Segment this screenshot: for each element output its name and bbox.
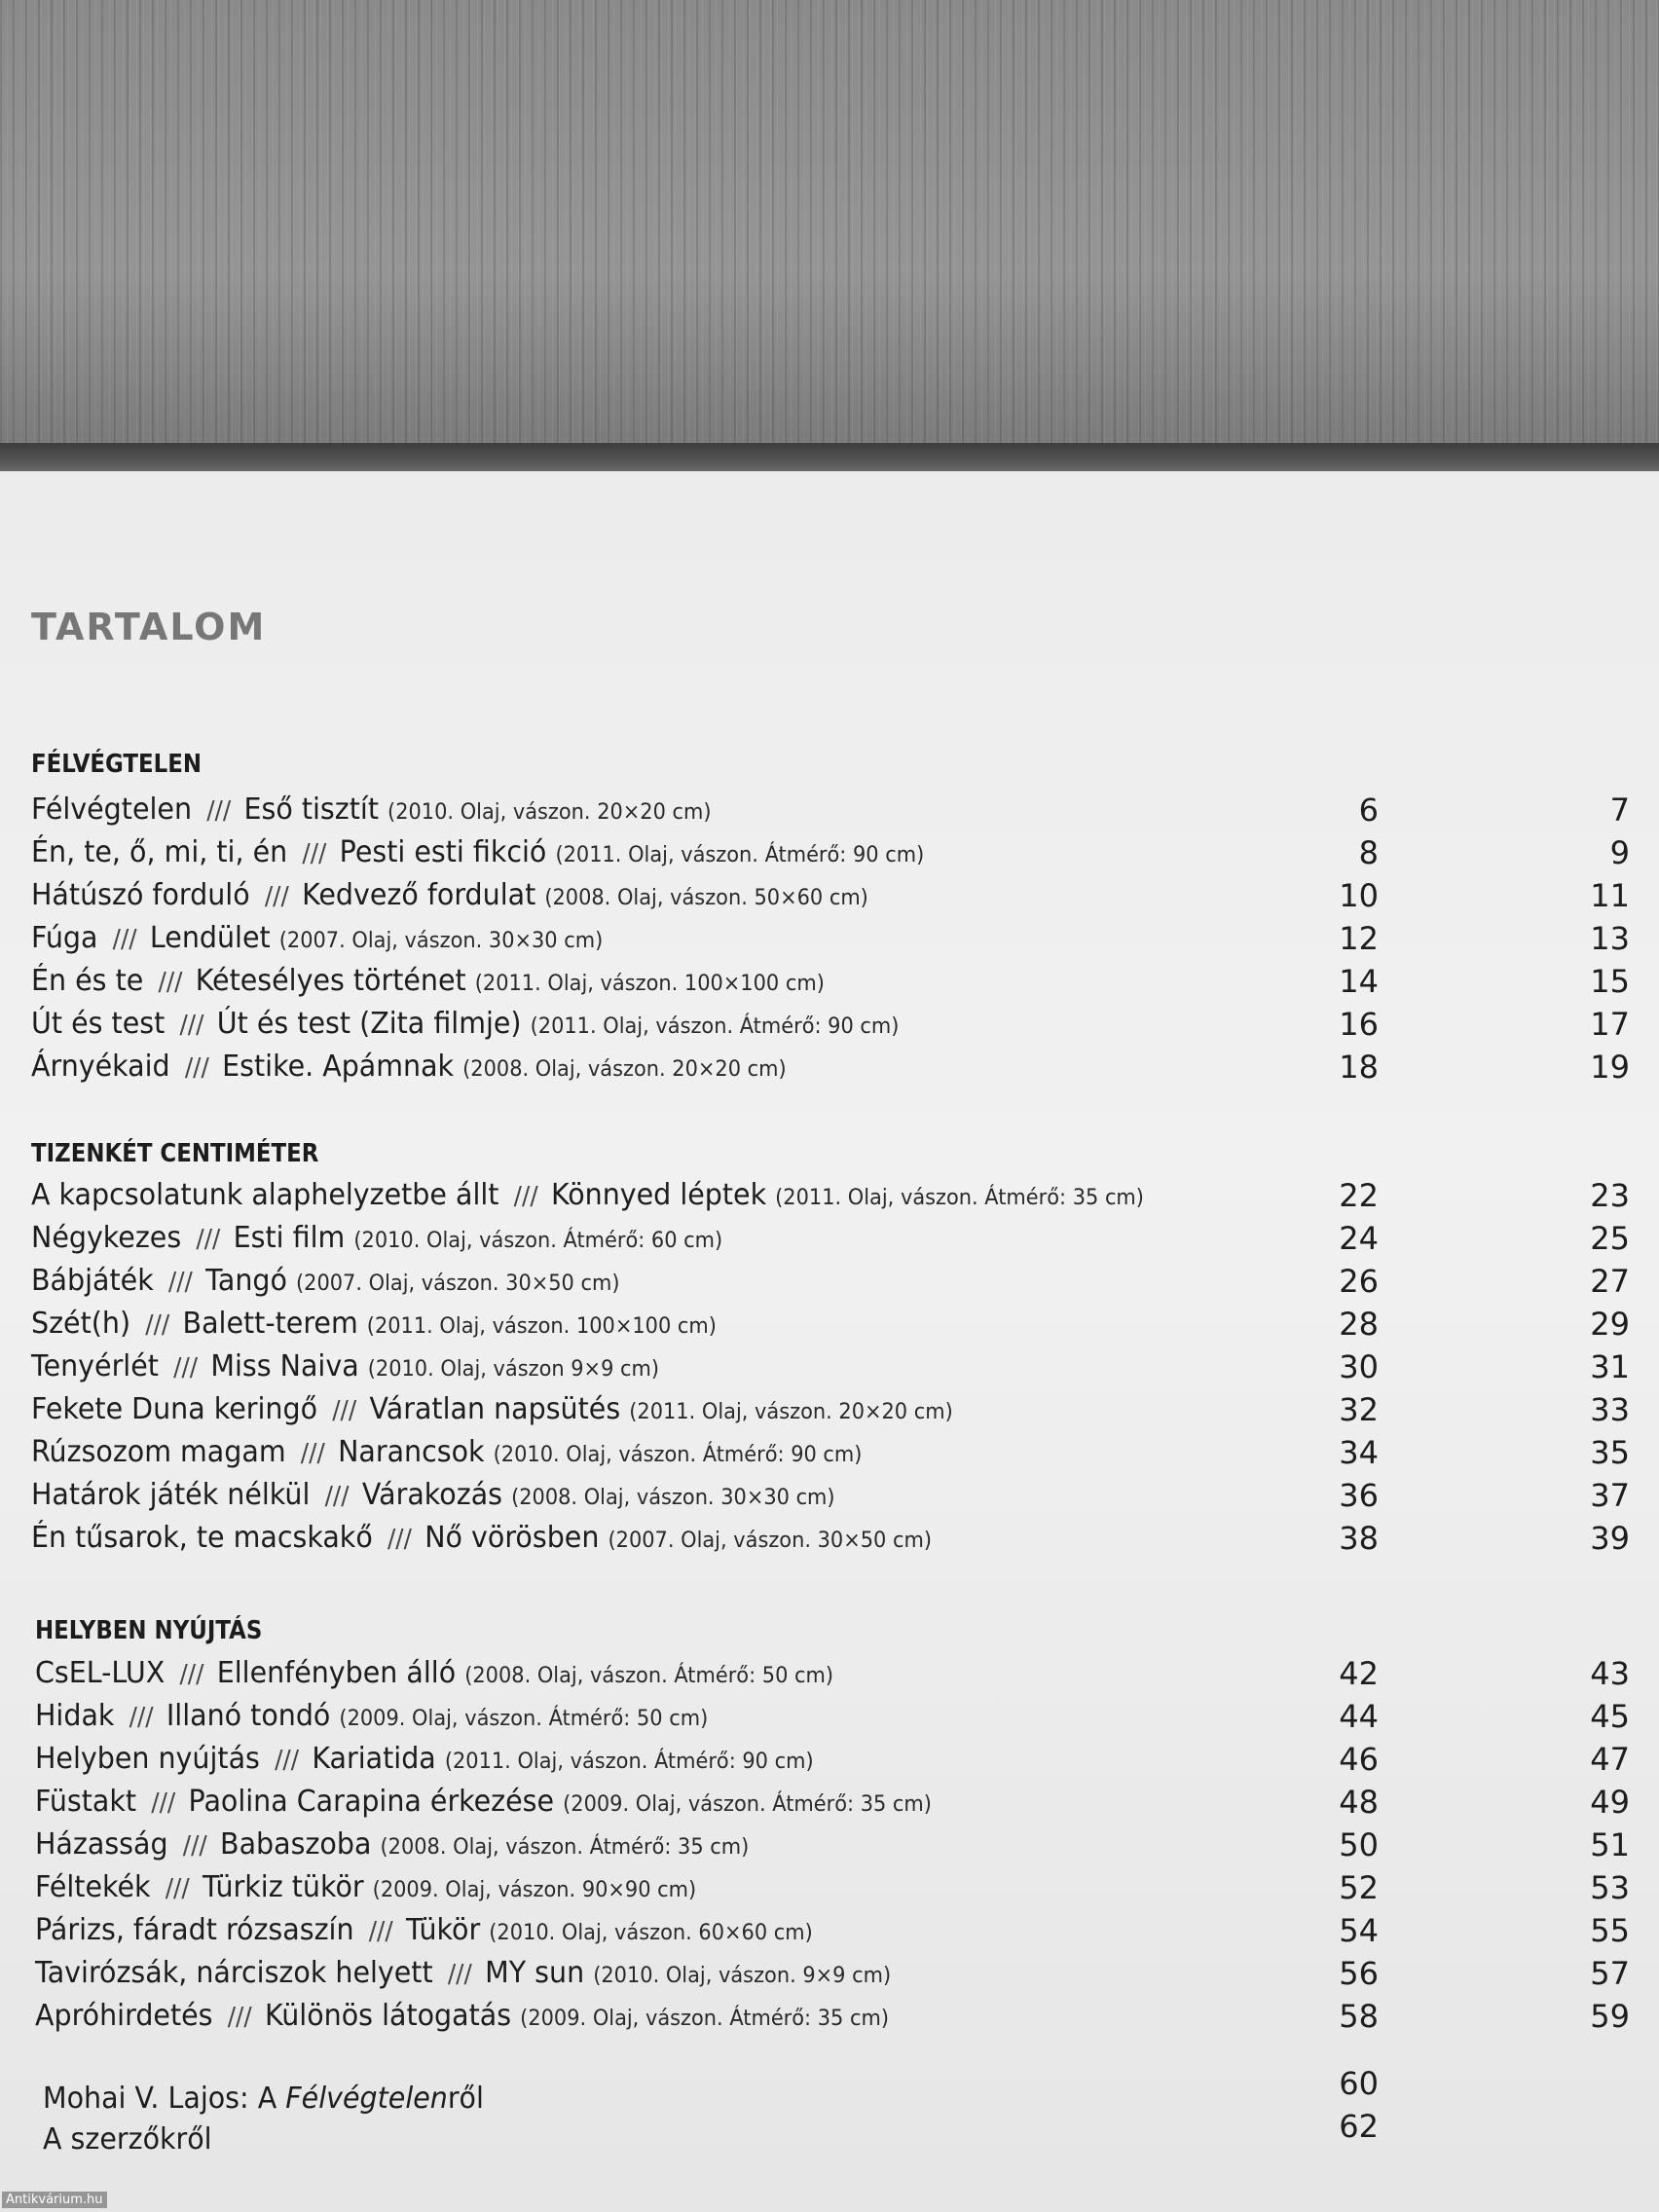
painting-details: (2008. Olaj, vászon. Átmérő: 35 cm) (380, 1835, 750, 1860)
entry-text (31, 1003, 899, 1049)
page-number-right: 23 (1590, 1177, 1630, 1214)
entry-text (35, 1866, 696, 1912)
page-number-right: 59 (1590, 1998, 1630, 2035)
entry-text (31, 1174, 1144, 1220)
separator: /// (206, 796, 232, 826)
separator: /// (145, 1310, 170, 1340)
toc-entry (31, 1046, 826, 1088)
entry-text (35, 1695, 708, 1741)
separator: /// (179, 1660, 204, 1689)
toc-entry (35, 1781, 978, 1824)
fabric-background (0, 0, 1659, 450)
separator: /// (513, 1182, 538, 1211)
entry-text (35, 1995, 889, 2041)
page-number-left: 34 (1339, 1434, 1379, 1471)
entry-text (31, 1303, 717, 1348)
page-number-right: 35 (1590, 1434, 1630, 1471)
entry-text (31, 831, 924, 877)
painting-details: (2011. Olaj, vászon. Átmérő: 90 cm) (530, 1014, 900, 1039)
entry-text (35, 1652, 833, 1698)
separator: /// (165, 1874, 190, 1903)
toc-entry (31, 917, 633, 960)
essay-entry (43, 2078, 507, 2120)
toc-entry (31, 1217, 759, 1260)
entry-text (35, 1781, 932, 1826)
painting-title: Paolina Carapina érkezése (188, 1785, 555, 1819)
page-number-right: 51 (1590, 1826, 1630, 1863)
separator: /// (158, 968, 183, 997)
page-number-right: 55 (1590, 1912, 1630, 1949)
painting-title: Út és test (Zita filmje) (216, 1007, 522, 1041)
chapter-title: Én és te (31, 964, 144, 998)
page-number-left: 14 (1339, 963, 1379, 1000)
page-number-right: 33 (1590, 1391, 1630, 1428)
page-title: TARTALOM (31, 606, 267, 648)
essay-suffix: ről (447, 2082, 484, 2116)
page-number-right: 11 (1590, 877, 1630, 914)
entry-text (35, 1824, 749, 1869)
chapter-title: Füstakt (35, 1785, 137, 1819)
chapter-title: Rúzsozom magam (31, 1435, 286, 1469)
painting-details: (2009. Olaj, vászon. Átmérő: 35 cm) (520, 2007, 889, 2031)
page-number-right: 15 (1590, 963, 1630, 1000)
chapter-title: Tavirózsák, nárciszok helyett (35, 1956, 433, 1990)
painting-title: Esti film (233, 1221, 346, 1255)
chapter-title: Négykezes (31, 1221, 182, 1255)
painting-details: (2008. Olaj, vászon. 20×20 cm) (462, 1057, 787, 1082)
painting-title: Babaszoba (220, 1827, 372, 1862)
entry-text (31, 1474, 835, 1520)
toc-entry (31, 960, 866, 1003)
entry-text (31, 1260, 619, 1306)
chapter-title: Fúga (31, 921, 98, 955)
page-number-right: 37 (1590, 1477, 1630, 1514)
painting-details: (2010. Olaj, vászon. Átmérő: 90 cm) (493, 1443, 863, 1467)
chapter-title: CsEL-LUX (35, 1656, 166, 1690)
page-number-left: 28 (1339, 1306, 1379, 1343)
chapter-title: Bábjáték (31, 1264, 154, 1298)
entry-text (31, 1388, 953, 1434)
painting-title: Pesti esti fikció (339, 835, 547, 869)
painting-title: Balett-terem (182, 1307, 358, 1341)
page-number-left: 48 (1339, 1784, 1379, 1821)
painting-details: (2007. Olaj, vászon. 30×50 cm) (295, 1272, 620, 1296)
painting-title: Várakozás (361, 1478, 503, 1512)
toc-entry (31, 1517, 979, 1560)
separator: /// (129, 1703, 154, 1732)
painting-details: (2010. Olaj, vászon. 20×20 cm) (387, 800, 712, 825)
entry-text (31, 874, 868, 920)
separator: /// (387, 1525, 412, 1554)
separator: /// (112, 925, 137, 954)
page-number-left: 26 (1339, 1263, 1379, 1300)
separator: /// (179, 1011, 204, 1040)
section-heading: TIZENKÉT CENTIMÉTER (31, 1139, 319, 1168)
painting-title: Könnyed léptek (550, 1178, 767, 1212)
painting-title: Kétesélyes történet (195, 964, 466, 998)
separator: /// (167, 1268, 193, 1297)
toc-entry (35, 1995, 934, 2038)
toc-entry (31, 1388, 1002, 1431)
toc-entry (35, 1824, 787, 1866)
toc-entry (31, 874, 912, 917)
page-number-right: 29 (1590, 1306, 1630, 1343)
page-number-right: 17 (1590, 1006, 1630, 1043)
watermark: Antikvárium.hu (2, 2192, 107, 2208)
page-number-right: 25 (1590, 1220, 1630, 1257)
page-number-right: 53 (1590, 1869, 1630, 1906)
toc-entry (31, 1474, 877, 1517)
painting-details: (2010. Olaj, vászon. Átmérő: 60 cm) (353, 1229, 723, 1253)
separator: /// (182, 1831, 207, 1861)
page-number-left: 36 (1339, 1477, 1379, 1514)
painting-title: Narancsok (338, 1435, 485, 1469)
painting-title: Illanó tondó (166, 1699, 331, 1733)
entry-text (31, 1431, 862, 1477)
separator: /// (300, 1439, 325, 1468)
separator: /// (151, 1788, 176, 1818)
painting-details: (2008. Olaj, vászon. 50×60 cm) (544, 886, 868, 910)
page-number-left: 10 (1339, 877, 1379, 914)
page-number-left: 52 (1339, 1869, 1379, 1906)
separator: /// (275, 1746, 300, 1775)
authors-entry (43, 2119, 221, 2161)
painting-title: Eső tisztít (243, 793, 379, 827)
entry-text (31, 1046, 787, 1091)
toc-entry (31, 1260, 650, 1303)
essay-text (43, 2078, 484, 2120)
page-number-left: 50 (1339, 1826, 1379, 1863)
page-number-left: 30 (1339, 1348, 1379, 1385)
page-number-left: 18 (1339, 1049, 1379, 1086)
page-number-right: 49 (1590, 1784, 1630, 1821)
page-number-right: 43 (1590, 1655, 1630, 1692)
essay-title: Félvégtelen (285, 2082, 448, 2116)
page-number-left: 46 (1339, 1741, 1379, 1778)
painting-title: Váratlan napsütés (369, 1392, 621, 1426)
toc-entry (35, 1738, 855, 1781)
separator: /// (324, 1482, 350, 1511)
chapter-title: Tenyérlét (31, 1349, 159, 1383)
painting-details: (2011. Olaj, vászon. 20×20 cm) (629, 1400, 953, 1424)
painting-title: Lendület (149, 921, 271, 955)
chapter-title: Házasság (35, 1827, 168, 1862)
painting-details: (2009. Olaj, vászon. Átmérő: 35 cm) (563, 1792, 932, 1817)
toc-entry (35, 1866, 731, 1909)
painting-details: (2010. Olaj, vászon. 60×60 cm) (489, 1921, 813, 1945)
painting-details: (2010. Olaj, vászon 9×9 cm) (367, 1357, 660, 1382)
section-heading: HELYBEN NYÚJTÁS (35, 1616, 263, 1645)
painting-details: (2007. Olaj, vászon. 30×30 cm) (278, 929, 604, 953)
painting-title: Tangó (205, 1264, 287, 1298)
essay-prefix: A (257, 2082, 277, 2116)
painting-details: (2011. Olaj, vászon. Átmérő: 35 cm) (775, 1186, 1144, 1210)
painting-title: Türkiz tükör (202, 1870, 364, 1904)
separator: /// (368, 1917, 393, 1946)
entry-text (31, 917, 603, 963)
entry-text (31, 1346, 659, 1391)
entry-text (35, 1738, 814, 1784)
toc-entry (31, 1003, 944, 1046)
entry-text (31, 960, 825, 1006)
entry-text (35, 1952, 891, 1998)
chapter-title: Fekete Duna keringő (31, 1392, 318, 1426)
page-number-left: 58 (1339, 1998, 1379, 2035)
page-number-left: 8 (1358, 834, 1379, 871)
chapter-title: Én tűsarok, te macskakő (31, 1521, 373, 1555)
toc-entry (31, 1174, 1202, 1217)
authors-text: A szerzőkről (43, 2122, 212, 2157)
page-number-left: 12 (1339, 920, 1379, 957)
painting-details: (2009. Olaj, vászon. 90×90 cm) (372, 1878, 697, 1902)
chapter-title: Határok játék nélkül (31, 1478, 311, 1512)
page-number-left: 44 (1339, 1698, 1379, 1735)
chapter-title: A kapcsolatunk alaphelyzetbe állt (31, 1178, 499, 1212)
entry-text (31, 789, 712, 834)
painting-details: (2011. Olaj, vászon. 100×100 cm) (366, 1314, 717, 1339)
painting-title: Különös látogatás (264, 1999, 512, 2033)
painting-title: Estike. Apámnak (222, 1050, 455, 1084)
toc-entry (31, 831, 972, 874)
painting-details: (2010. Olaj, vászon. 9×9 cm) (593, 1964, 892, 1988)
page-number-left: 62 (1339, 2108, 1379, 2145)
separator: /// (227, 2003, 252, 2032)
page-number-right: 45 (1590, 1698, 1630, 1735)
chapter-title: Árnyékaid (31, 1050, 170, 1084)
painting-details: (2007. Olaj, vászon. 30×50 cm) (608, 1529, 932, 1553)
toc-entry (35, 1909, 854, 1952)
entry-text (31, 1217, 722, 1263)
separator: /// (332, 1396, 357, 1425)
chapter-title: Apróhirdetés (35, 1999, 213, 2033)
page-number-left: 16 (1339, 1006, 1379, 1043)
chapter-title: Út és test (31, 1007, 166, 1041)
painting-title: Ellenfényben álló (216, 1656, 457, 1690)
chapter-title: Párizs, fáradt rózsaszín (35, 1913, 354, 1947)
chapter-title: Féltekék (35, 1870, 151, 1904)
page-number-right: 13 (1590, 920, 1630, 957)
separator: /// (302, 839, 327, 868)
painting-details: (2011. Olaj, vászon. Átmérő: 90 cm) (444, 1750, 814, 1774)
painting-title: Kariatida (312, 1742, 436, 1776)
chapter-title: Hátúszó forduló (31, 878, 250, 912)
painting-title: Nő vörösben (424, 1521, 600, 1555)
painting-details: (2011. Olaj, vászon. 100×100 cm) (474, 972, 825, 996)
page-number-right: 47 (1590, 1741, 1630, 1778)
page-number-right: 19 (1590, 1049, 1630, 1086)
page-number-left: 24 (1339, 1220, 1379, 1257)
page-number-left: 38 (1339, 1520, 1379, 1557)
painting-title: Kedvező fordulat (302, 878, 536, 912)
toc-entry (31, 1303, 753, 1346)
page-number-right: 7 (1609, 792, 1630, 829)
separator: /// (173, 1353, 199, 1382)
page-number-right: 57 (1590, 1955, 1630, 1992)
page-number-right: 9 (1609, 834, 1630, 871)
page-number-left: 54 (1339, 1912, 1379, 1949)
painting-title: Miss Naiva (210, 1349, 359, 1383)
chapter-title: Helyben nyújtás (35, 1742, 260, 1776)
separator: /// (264, 882, 289, 911)
page-number-left: 60 (1339, 2065, 1379, 2102)
toc-entry (35, 1695, 744, 1738)
toc-entry (31, 1431, 905, 1474)
page-number-left: 56 (1339, 1955, 1379, 1992)
page-number-left: 22 (1339, 1177, 1379, 1214)
chapter-title: Szét(h) (31, 1307, 131, 1341)
painting-details: (2009. Olaj, vászon. Átmérő: 50 cm) (339, 1707, 709, 1731)
section-heading: FÉLVÉGTELEN (31, 750, 202, 779)
page-number-left: 32 (1339, 1391, 1379, 1428)
page-number-right: 27 (1590, 1263, 1630, 1300)
entry-text (31, 1517, 932, 1563)
separator: /// (184, 1053, 209, 1083)
entry-text (35, 1909, 813, 1955)
toc-entry (35, 1652, 875, 1695)
chapter-title: Félvégtelen (31, 793, 193, 827)
book-spine-edge (0, 443, 1659, 472)
painting-details: (2008. Olaj, vászon. 30×30 cm) (511, 1486, 835, 1510)
page-number-right: 39 (1590, 1520, 1630, 1557)
separator: /// (447, 1960, 472, 1989)
page-number-left: 6 (1358, 792, 1379, 829)
separator: /// (196, 1225, 221, 1254)
page-number-right: 31 (1590, 1348, 1630, 1385)
toc-entry (31, 1346, 692, 1388)
painting-title: Tükör (405, 1913, 481, 1947)
chapter-title: Én, te, ő, mi, ti, én (31, 835, 288, 869)
page-number-left: 42 (1339, 1655, 1379, 1692)
toc-entry (31, 789, 747, 831)
toc-entry (35, 1952, 936, 1995)
painting-details: (2008. Olaj, vászon. Átmérő: 50 cm) (464, 1664, 834, 1688)
painting-details: (2011. Olaj, vászon. Átmérő: 90 cm) (555, 843, 925, 867)
author-name: Mohai V. Lajos: (43, 2082, 249, 2116)
painting-title: MY sun (485, 1956, 585, 1990)
chapter-title: Hidak (35, 1699, 115, 1733)
